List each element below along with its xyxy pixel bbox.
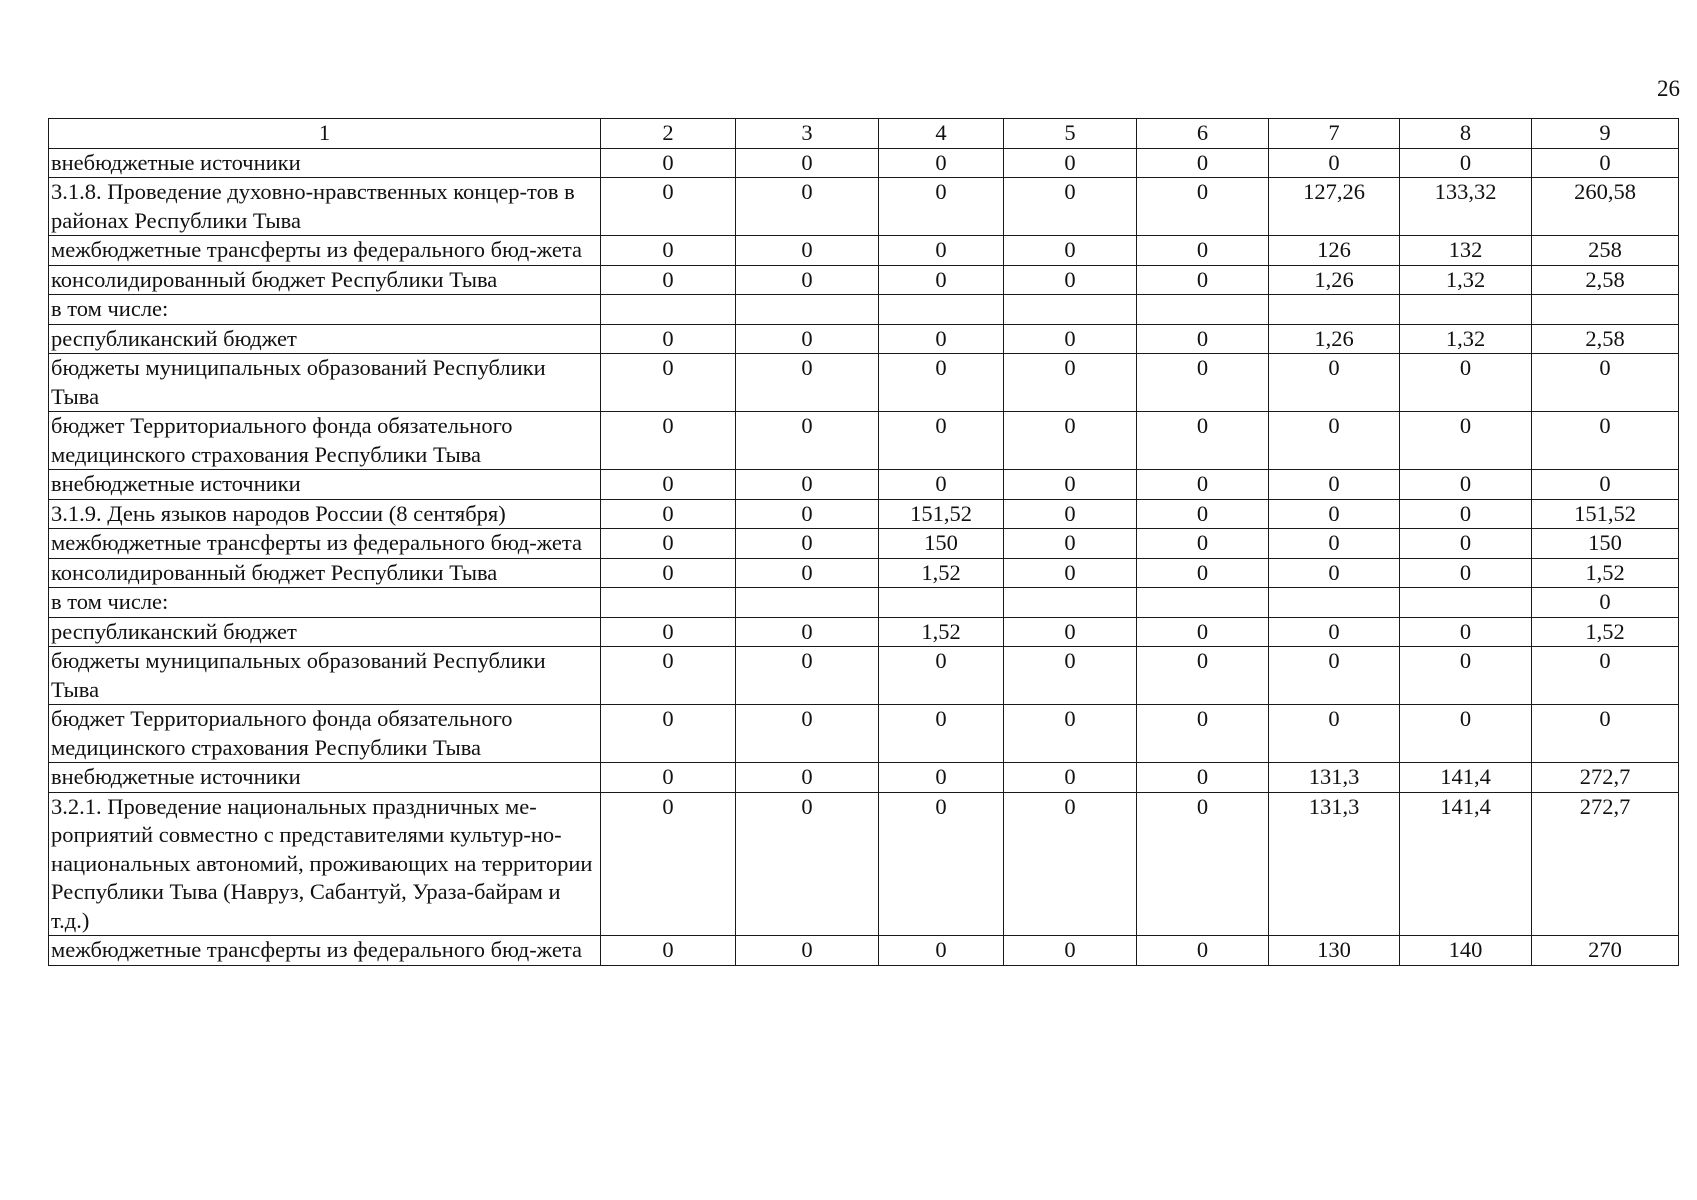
value-cell (879, 588, 1004, 618)
value-cell (1400, 588, 1532, 618)
value-cell: 0 (1004, 354, 1137, 412)
value-cell: 131,3 (1269, 792, 1400, 936)
value-cell: 0 (1004, 148, 1137, 178)
table-header-row (49, 119, 1679, 149)
column-header: 3 (736, 119, 879, 149)
value-cell: 0 (1269, 499, 1400, 529)
value-cell (1004, 588, 1137, 618)
value-cell: 0 (1137, 412, 1269, 470)
value-cell: 0 (1269, 647, 1400, 705)
value-cell: 0 (601, 324, 736, 354)
value-cell: 0 (1137, 792, 1269, 936)
value-cell: 0 (879, 354, 1004, 412)
value-cell: 0 (1004, 936, 1137, 966)
value-cell (736, 295, 879, 325)
table-row (49, 588, 1679, 618)
value-cell (879, 295, 1004, 325)
row-label-cell: бюджеты муниципальных образований Республики Тыва (49, 647, 601, 705)
value-cell: 270 (1532, 936, 1679, 966)
value-cell: 0 (879, 705, 1004, 763)
value-cell: 0 (1532, 354, 1679, 412)
value-cell: 0 (601, 354, 736, 412)
value-cell: 151,52 (879, 499, 1004, 529)
value-cell: 0 (601, 499, 736, 529)
value-cell: 0 (1400, 617, 1532, 647)
value-cell: 0 (1004, 412, 1137, 470)
row-label-cell: бюджеты муниципальных образований Республики Тыва (49, 354, 601, 412)
value-cell: 0 (1137, 470, 1269, 500)
value-cell: 0 (601, 705, 736, 763)
value-cell (1532, 295, 1679, 325)
value-cell: 0 (1004, 529, 1137, 559)
row-label-cell: консолидированный бюджет Республики Тыва (49, 558, 601, 588)
table-row (49, 324, 1679, 354)
value-cell: 0 (736, 792, 879, 936)
value-cell: 0 (1269, 617, 1400, 647)
value-cell: 0 (1400, 470, 1532, 500)
value-cell: 1,32 (1400, 265, 1532, 295)
value-cell: 1,26 (1269, 265, 1400, 295)
row-label-cell: бюджет Территориального фонда обязательного медицинского страхования Республики Тыва (49, 412, 601, 470)
value-cell (1137, 295, 1269, 325)
value-cell: 0 (1137, 647, 1269, 705)
value-cell: 0 (1532, 588, 1679, 618)
value-cell: 0 (601, 617, 736, 647)
value-cell (1004, 295, 1137, 325)
value-cell: 0 (1532, 412, 1679, 470)
value-cell: 0 (736, 705, 879, 763)
value-cell: 0 (736, 558, 879, 588)
value-cell: 141,4 (1400, 763, 1532, 793)
value-cell (601, 588, 736, 618)
value-cell: 0 (1400, 558, 1532, 588)
row-label-cell: межбюджетные трансферты из федерального бюд-жета (49, 236, 601, 266)
row-label-cell: в том числе: (49, 588, 601, 618)
column-header: 8 (1400, 119, 1532, 149)
value-cell: 0 (1004, 470, 1137, 500)
value-cell (1269, 588, 1400, 618)
table-row (49, 499, 1679, 529)
row-label-cell: внебюджетные источники (49, 148, 601, 178)
value-cell (1400, 295, 1532, 325)
value-cell (601, 295, 736, 325)
value-cell: 0 (879, 148, 1004, 178)
value-cell: 0 (1400, 499, 1532, 529)
value-cell: 0 (1004, 236, 1137, 266)
value-cell: 127,26 (1269, 178, 1400, 236)
value-cell: 0 (1400, 647, 1532, 705)
value-cell: 132 (1400, 236, 1532, 266)
value-cell: 1,52 (1532, 617, 1679, 647)
value-cell: 126 (1269, 236, 1400, 266)
value-cell: 0 (1400, 148, 1532, 178)
value-cell: 0 (1269, 412, 1400, 470)
value-cell: 0 (1532, 470, 1679, 500)
value-cell: 0 (1269, 148, 1400, 178)
value-cell: 0 (1004, 324, 1137, 354)
value-cell: 0 (736, 324, 879, 354)
value-cell (1137, 588, 1269, 618)
value-cell: 0 (1400, 529, 1532, 559)
table-row (49, 295, 1679, 325)
table-row (49, 354, 1679, 412)
table-row (49, 617, 1679, 647)
value-cell: 131,3 (1269, 763, 1400, 793)
value-cell: 0 (1137, 936, 1269, 966)
value-cell: 1,52 (1532, 558, 1679, 588)
value-cell: 0 (1004, 792, 1137, 936)
value-cell: 0 (1004, 558, 1137, 588)
value-cell: 0 (601, 529, 736, 559)
value-cell: 0 (736, 936, 879, 966)
row-label-cell: межбюджетные трансферты из федерального бюд-жета (49, 529, 601, 559)
table-row (49, 763, 1679, 793)
value-cell: 0 (1004, 647, 1137, 705)
value-cell: 0 (1137, 265, 1269, 295)
row-label-cell: консолидированный бюджет Республики Тыва (49, 265, 601, 295)
value-cell: 0 (736, 470, 879, 500)
column-header: 4 (879, 119, 1004, 149)
table-row (49, 178, 1679, 236)
row-label-cell: бюджет Территориального фонда обязательного медицинского страхования Республики Тыва (49, 705, 601, 763)
row-label-cell: в том числе: (49, 295, 601, 325)
value-cell: 150 (879, 529, 1004, 559)
value-cell: 0 (1269, 354, 1400, 412)
column-header: 2 (601, 119, 736, 149)
value-cell: 0 (601, 558, 736, 588)
value-cell: 0 (1137, 529, 1269, 559)
budget-table (48, 118, 1679, 966)
value-cell: 0 (1137, 617, 1269, 647)
value-cell: 0 (1532, 705, 1679, 763)
value-cell: 0 (1004, 265, 1137, 295)
value-cell: 0 (1532, 148, 1679, 178)
value-cell (736, 588, 879, 618)
value-cell: 1,32 (1400, 324, 1532, 354)
value-cell: 0 (1004, 499, 1137, 529)
value-cell: 0 (1137, 148, 1269, 178)
value-cell: 0 (879, 324, 1004, 354)
table-row (49, 412, 1679, 470)
table-row (49, 148, 1679, 178)
value-cell: 0 (879, 236, 1004, 266)
value-cell: 0 (1137, 705, 1269, 763)
value-cell: 2,58 (1532, 265, 1679, 295)
value-cell: 0 (879, 763, 1004, 793)
value-cell: 0 (601, 412, 736, 470)
value-cell: 0 (879, 265, 1004, 295)
value-cell: 140 (1400, 936, 1532, 966)
value-cell: 1,52 (879, 617, 1004, 647)
value-cell: 0 (601, 792, 736, 936)
value-cell: 0 (736, 412, 879, 470)
value-cell: 1,52 (879, 558, 1004, 588)
value-cell: 260,58 (1532, 178, 1679, 236)
value-cell: 0 (1400, 412, 1532, 470)
row-label-cell: внебюджетные источники (49, 763, 601, 793)
value-cell: 0 (601, 470, 736, 500)
value-cell: 0 (1004, 617, 1137, 647)
value-cell: 0 (736, 354, 879, 412)
value-cell: 0 (736, 499, 879, 529)
value-cell: 0 (601, 265, 736, 295)
value-cell: 0 (1004, 705, 1137, 763)
table-body (49, 119, 1679, 966)
value-cell: 0 (1137, 558, 1269, 588)
value-cell: 272,7 (1532, 763, 1679, 793)
value-cell: 0 (1137, 324, 1269, 354)
value-cell: 0 (601, 763, 736, 793)
value-cell: 0 (601, 936, 736, 966)
table-row (49, 936, 1679, 966)
value-cell: 0 (1137, 499, 1269, 529)
table-row (49, 470, 1679, 500)
table-row (49, 265, 1679, 295)
value-cell: 0 (736, 236, 879, 266)
row-label-cell: 3.1.9. День языков народов России (8 сентября) (49, 499, 601, 529)
value-cell: 0 (879, 792, 1004, 936)
value-cell: 141,4 (1400, 792, 1532, 936)
value-cell: 0 (1269, 529, 1400, 559)
value-cell: 0 (736, 529, 879, 559)
value-cell: 0 (879, 178, 1004, 236)
value-cell: 0 (1400, 705, 1532, 763)
table-row (49, 558, 1679, 588)
value-cell: 0 (601, 148, 736, 178)
value-cell: 0 (736, 148, 879, 178)
value-cell: 2,58 (1532, 324, 1679, 354)
value-cell: 0 (1269, 470, 1400, 500)
value-cell: 0 (736, 617, 879, 647)
value-cell: 0 (1269, 705, 1400, 763)
value-cell: 258 (1532, 236, 1679, 266)
value-cell: 0 (601, 647, 736, 705)
value-cell: 0 (1269, 558, 1400, 588)
value-cell: 0 (736, 763, 879, 793)
value-cell: 0 (1137, 178, 1269, 236)
table-row (49, 705, 1679, 763)
value-cell: 0 (1137, 763, 1269, 793)
value-cell: 272,7 (1532, 792, 1679, 936)
page-number: 26 (1657, 76, 1680, 101)
column-header: 1 (49, 119, 601, 149)
row-label-cell: 3.1.8. Проведение духовно-нравственных концер-тов в районах Республики Тыва (49, 178, 601, 236)
column-header: 7 (1269, 119, 1400, 149)
value-cell: 0 (601, 178, 736, 236)
row-label-cell: межбюджетные трансферты из федерального бюд-жета (49, 936, 601, 966)
table-row (49, 792, 1679, 936)
column-header: 5 (1004, 119, 1137, 149)
value-cell: 0 (1004, 178, 1137, 236)
value-cell (1269, 295, 1400, 325)
value-cell: 0 (736, 647, 879, 705)
value-cell: 1,26 (1269, 324, 1400, 354)
value-cell: 0 (736, 265, 879, 295)
value-cell: 0 (879, 936, 1004, 966)
table-row (49, 529, 1679, 559)
value-cell: 0 (1137, 354, 1269, 412)
column-header: 9 (1532, 119, 1679, 149)
value-cell: 0 (1137, 236, 1269, 266)
value-cell: 0 (1004, 763, 1137, 793)
row-label-cell: республиканский бюджет (49, 617, 601, 647)
value-cell: 0 (879, 647, 1004, 705)
value-cell: 150 (1532, 529, 1679, 559)
value-cell: 151,52 (1532, 499, 1679, 529)
row-label-cell: республиканский бюджет (49, 324, 601, 354)
value-cell: 0 (879, 470, 1004, 500)
column-header: 6 (1137, 119, 1269, 149)
value-cell: 0 (1532, 647, 1679, 705)
value-cell: 0 (736, 178, 879, 236)
value-cell: 0 (601, 236, 736, 266)
row-label-cell: внебюджетные источники (49, 470, 601, 500)
table-row (49, 647, 1679, 705)
value-cell: 0 (1400, 354, 1532, 412)
row-label-cell: 3.2.1. Проведение национальных праздничных ме-роприятий совместно с представителями культур-но-национальных автономий, проживающих на территории Республики Тыва (Навруз, Сабантуй, Ураза-байрам и т.д.) (49, 792, 601, 936)
value-cell: 130 (1269, 936, 1400, 966)
value-cell: 133,32 (1400, 178, 1532, 236)
value-cell: 0 (879, 412, 1004, 470)
table-row (49, 236, 1679, 266)
